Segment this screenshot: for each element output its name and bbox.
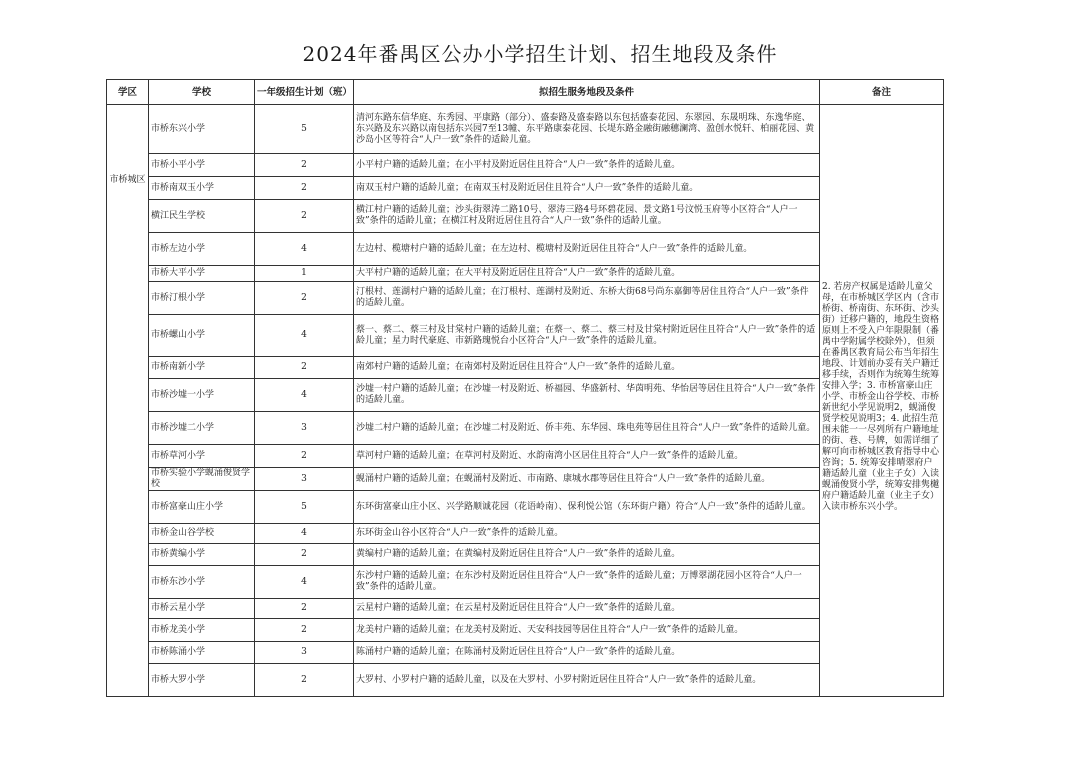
school-cell: 市桥富豪山庄小学 [149, 491, 255, 524]
area-cell: 蔡一、蔡二、蔡三村及甘棠村户籍的适龄儿童；在蔡一、蔡二、蔡三村及甘棠村附近居住且符合“人户一致”条件的适龄儿童；星力时代豪庭、市新路瑰悦台小区符合“人户一致”条件的适龄儿童。 [354, 315, 820, 357]
school-cell: 横江民生学校 [149, 200, 255, 233]
plan-cell: 5 [255, 491, 354, 524]
school-cell: 市桥大罗小学 [149, 664, 255, 697]
table-row [107, 282, 944, 315]
area-cell: 小平村户籍的适龄儿童；在小平村及附近居住且符合“人户一致”条件的适龄儿童。 [354, 154, 820, 177]
area-cell: 草河村户籍的适龄儿童；在草河村及附近、水韵南湾小区居住且符合“人户一致”条件的适龄儿童。 [354, 445, 820, 468]
table-row [107, 566, 944, 599]
plan-cell: 2 [255, 544, 354, 566]
plan-cell: 1 [255, 266, 354, 282]
area-cell: 沙墟一村户籍的适龄儿童；在沙墟一村及附近、桥福园、华盛新村、华茵明苑、华怡居等居住且符合“人户一致”条件的适龄儿童。 [354, 379, 820, 412]
area-cell: 东环街富豪山庄小区、兴学路顺诚花园（花语岭南）、保利悦公馆（东环街户籍）符合“人户一致”条件的适龄儿童。 [354, 491, 820, 524]
school-cell: 市桥云星小学 [149, 599, 255, 619]
school-cell: 市桥南新小学 [149, 357, 255, 379]
table-row [107, 642, 944, 664]
plan-cell: 3 [255, 642, 354, 664]
plan-cell: 2 [255, 619, 354, 642]
plan-cell: 3 [255, 412, 354, 445]
school-cell: 市桥南双玉小学 [149, 177, 255, 200]
area-cell: 陈涌村户籍的适龄儿童；在陈涌村及附近居住且符合“人户一致”条件的适龄儿童。 [354, 642, 820, 664]
table-header-row [107, 80, 944, 105]
plan-cell: 2 [255, 664, 354, 697]
school-cell: 市桥实验小学蚬涌俊贤学校 [149, 468, 255, 491]
area-cell: 大平村户籍的适龄儿童；在大平村及附近居住且符合“人户一致”条件的适龄儿童。 [354, 266, 820, 282]
plan-cell: 2 [255, 599, 354, 619]
plan-cell: 2 [255, 357, 354, 379]
table-row [107, 105, 944, 154]
table-row [107, 154, 944, 177]
table-row [107, 200, 944, 233]
area-cell: 清河东路东信华庭、东秀园、平康路（部分）、盛泰路及盛泰路以东包括盛泰花园、东翠园、东晟明珠、东逸华庭、东兴路及东兴路以南包括东兴园7至13幢、东平路康泰花园、长堤东路金融街融穗澜湾、盈创水悦轩、柏丽花园、黄沙岛小区等符合“人户一致”条件的适龄儿童。 [354, 105, 820, 154]
table-row [107, 315, 944, 357]
enrollment-table [106, 79, 944, 697]
area-cell: 蚬涌村户籍的适龄儿童；在蚬涌村及附近、市南路、康城水郡等居住且符合“人户一致”条件的适龄儿童。 [354, 468, 820, 491]
header-area: 拟招生服务地段及条件 [354, 80, 820, 105]
table-row [107, 619, 944, 642]
page-title: 2024年番禺区公办小学招生计划、招生地段及条件 [302, 42, 778, 66]
plan-cell: 4 [255, 524, 354, 544]
area-cell: 云星村户籍的适龄儿童；在云星村及附近居住且符合“人户一致”条件的适龄儿童。 [354, 599, 820, 619]
school-cell: 市桥龙美小学 [149, 619, 255, 642]
area-cell: 汀根村、莲湖村户籍的适龄儿童；在汀根村、莲湖村及附近、东桥大街68号尚东嘉御等居住且符合“人户一致”条件的适龄儿童。 [354, 282, 820, 315]
school-cell: 市桥小平小学 [149, 154, 255, 177]
plan-cell: 4 [255, 233, 354, 266]
school-cell: 市桥黄编小学 [149, 544, 255, 566]
plan-cell: 2 [255, 200, 354, 233]
school-cell: 市桥金山谷学校 [149, 524, 255, 544]
plan-cell: 2 [255, 445, 354, 468]
notes-text: 2. 若房产权属是适龄儿童父母，在市桥城区学区内（含市桥街、桥南街、东环街、沙头街）迁移户籍的，地段生资格原则上不受入户年限限制（番禺中学附属学校除外），但须在番禺区教育局公布当年招生地段、计划前办妥有关户籍迁移手续，否则作为统筹生统筹安排入学；3. 市桥富豪山庄小学、市桥金山谷学校、市桥新世纪小学见说明2，蚬涌俊贤学校见说明3；4. 此招生范围未能一一尽列所有户籍地址的街、巷、号牌，如需详细了解可向市桥城区教育指导中心咨询；5. 统筹安排晴翠府户籍适龄儿童（业主子女）入读蚬涌俊贤小学，统筹安排隽樾府户籍适龄儿童（业主子女）入读市桥东兴小学。 [822, 282, 940, 512]
school-cell: 市桥大平小学 [149, 266, 255, 282]
plan-cell: 2 [255, 154, 354, 177]
school-cell: 市桥汀根小学 [149, 282, 255, 315]
area-cell: 东沙村户籍的适龄儿童；在东沙村及附近居住且符合“人户一致”条件的适龄儿童；万博翠湖花园小区符合“人户一致”条件的适龄儿童。 [354, 566, 820, 599]
school-cell: 市桥东沙小学 [149, 566, 255, 599]
table-row [107, 233, 944, 266]
table-row [107, 445, 944, 468]
header-plan: 一年级招生计划（班） [255, 80, 354, 105]
table-row [107, 266, 944, 282]
table-row [107, 491, 944, 524]
plan-cell: 3 [255, 468, 354, 491]
district-cell: 市桥城区 [107, 105, 149, 697]
plan-cell: 4 [255, 315, 354, 357]
table-row [107, 599, 944, 619]
school-cell: 市桥螺山小学 [149, 315, 255, 357]
area-cell: 南郊村户籍的适龄儿童；在南郊村及附近居住且符合“人户一致”条件的适龄儿童。 [354, 357, 820, 379]
table-row [107, 412, 944, 445]
plan-cell: 2 [255, 282, 354, 315]
area-cell: 东环街金山谷小区符合“人户一致”条件的适龄儿童。 [354, 524, 820, 544]
table-row [107, 177, 944, 200]
school-cell: 市桥东兴小学 [149, 105, 255, 154]
area-cell: 左边村、榄塘村户籍的适龄儿童；在左边村、榄塘村及附近居住且符合“人户一致”条件的适龄儿童。 [354, 233, 820, 266]
table-row [107, 544, 944, 566]
table-row [107, 379, 944, 412]
area-cell: 南双玉村户籍的适龄儿童；在南双玉村及附近居住且符合“人户一致”条件的适龄儿童。 [354, 177, 820, 200]
school-cell: 市桥草河小学 [149, 445, 255, 468]
area-cell: 龙美村户籍的适龄儿童；在龙美村及附近、天安科技园等居住且符合“人户一致”条件的适龄儿童。 [354, 619, 820, 642]
school-cell: 市桥陈涌小学 [149, 642, 255, 664]
notes-cell [820, 105, 944, 697]
table-row [107, 357, 944, 379]
area-cell: 横江村户籍的适龄儿童；沙头街翠涛二路10号、翠涛三路4号环碧花园、景文路1号汶悦玉府等小区符合“人户一致”条件的适龄儿童；在横江村及附近居住且符合“人户一致”条件的适龄儿童。 [354, 200, 820, 233]
area-cell: 黄编村户籍的适龄儿童；在黄编村及附近居住且符合“人户一致”条件的适龄儿童。 [354, 544, 820, 566]
school-cell: 市桥沙墟二小学 [149, 412, 255, 445]
plan-cell: 4 [255, 379, 354, 412]
header-notes: 备注 [820, 80, 944, 105]
table-row [107, 664, 944, 697]
table-row [107, 524, 944, 544]
header-school: 学校 [149, 80, 255, 105]
plan-cell: 4 [255, 566, 354, 599]
plan-cell: 5 [255, 105, 354, 154]
area-cell: 大罗村、小罗村户籍的适龄儿童，以及在大罗村、小罗村附近居住且符合“人户一致”条件的适龄儿童。 [354, 664, 820, 697]
school-cell: 市桥左边小学 [149, 233, 255, 266]
header-district: 学区 [107, 80, 149, 105]
plan-cell: 2 [255, 177, 354, 200]
school-cell: 市桥沙墟一小学 [149, 379, 255, 412]
table-row [107, 468, 944, 491]
area-cell: 沙墟二村户籍的适龄儿童；在沙墟二村及附近、侨丰苑、东华园、珠电苑等居住且符合“人户一致”条件的适龄儿童。 [354, 412, 820, 445]
